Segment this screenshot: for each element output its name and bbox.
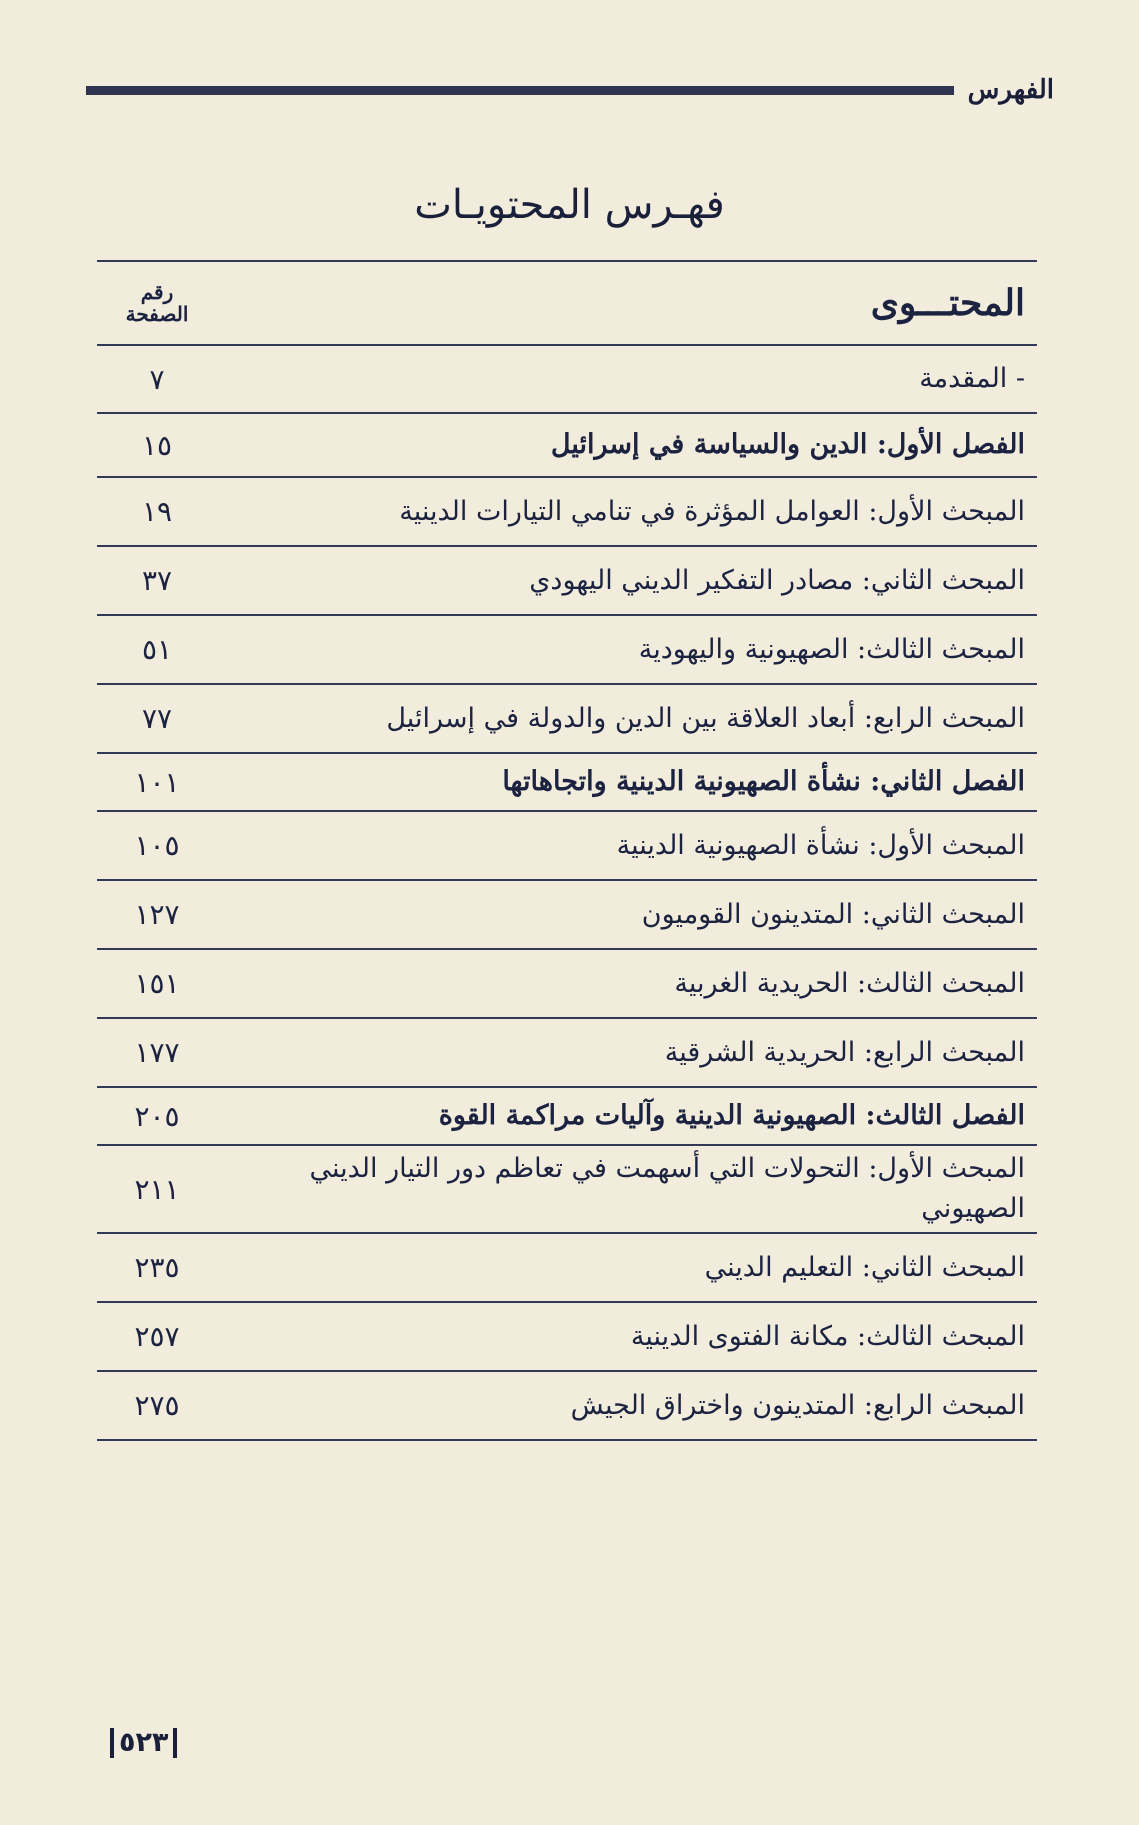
toc-entry-title: - المقدمة: [919, 363, 1025, 394]
toc-entry-title: المبحث الثاني: التعليم الديني: [704, 1251, 1025, 1283]
toc-entry-page: ٢١١: [134, 1172, 180, 1206]
toc-entry-page: ٢٥٧: [134, 1320, 180, 1353]
toc-entry-row: [97, 1303, 1037, 1372]
page-number: ٥٢٣: [110, 1728, 177, 1758]
toc-entry-title: المبحث الثالث: مكانة الفتوى الدينية: [630, 1320, 1025, 1352]
toc-entry-row: [97, 346, 1037, 414]
toc-entry-title: المبحث الرابع: المتدينون واختراق الجيش: [570, 1389, 1025, 1421]
toc-entry-title: المبحث الأول: نشأة الصهيونية الدينية: [616, 829, 1025, 861]
toc-entry-page: ١٠١: [134, 765, 180, 799]
toc-entry-title: الفصل الثاني: نشأة الصهيونية الدينية واتجاهاتها: [502, 766, 1025, 797]
toc-entry-page: ٥١: [141, 633, 173, 666]
toc-entry-page: ١٢٧: [134, 898, 180, 931]
toc-entry-title: المبحث الرابع: أبعاد العلاقة بين الدين والدولة في إسرائيل: [386, 702, 1025, 734]
toc-entry-title: الفصل الأول: الدين والسياسة في إسرائيل: [550, 429, 1025, 460]
toc-entry-title: المبحث الأول: التحولات التي أسهمت في تعاظم دور التيار الديني الصهيوني: [309, 1153, 1025, 1224]
page-title: فهـرس المحتويـات: [414, 182, 725, 228]
toc-entry-page: ١٧٧: [134, 1036, 180, 1069]
toc-header-page: رقم الصفحة: [125, 280, 189, 326]
toc-entry-page: ١٥١: [134, 967, 180, 1000]
toc-chapter-row: [97, 754, 1037, 812]
toc-header-content: المحتـــوى: [870, 282, 1025, 324]
toc-entry-row: [97, 1234, 1037, 1303]
toc-entry-title: الفصل الثالث: الصهيونية الدينية وآليات مراكمة القوة: [438, 1100, 1025, 1131]
toc-header-row: [97, 262, 1037, 346]
toc-rows: [97, 346, 1037, 1441]
toc-entry-title: المبحث الأول: العوامل المؤثرة في تنامي التيارات الدينية: [399, 495, 1025, 527]
toc-entry-row: [97, 547, 1037, 616]
running-header-title: الفهرس: [967, 75, 1054, 105]
toc-entry-page: ١٥: [141, 428, 173, 462]
toc-chapter-row: [97, 1088, 1037, 1146]
toc-entry-title: المبحث الرابع: الحريدية الشرقية: [664, 1036, 1025, 1068]
toc-entry-page: ٣٧: [141, 564, 173, 597]
toc-entry-row: [97, 616, 1037, 685]
toc-entry-page: ٢٧٥: [134, 1389, 180, 1422]
toc-entry-title: المبحث الثالث: الصهيونية واليهودية: [638, 633, 1025, 665]
toc-entry-page: ١٠٥: [134, 829, 180, 862]
toc-entry-page: ١٩: [141, 495, 173, 528]
toc-entry-row: [97, 1372, 1037, 1441]
toc-entry-title: المبحث الثاني: مصادر التفكير الديني اليهودي: [529, 564, 1025, 596]
toc-entry-page: ٧٧: [141, 702, 173, 735]
toc-entry-title: المبحث الثاني: المتدينون القوميون: [641, 898, 1025, 930]
toc-entry-row: [97, 812, 1037, 881]
toc-entry-row: [97, 478, 1037, 547]
toc-entry-page: ٧: [149, 362, 165, 396]
toc-table: [97, 260, 1037, 1441]
toc-entry-row: [97, 1146, 1037, 1234]
running-header: [86, 72, 1054, 108]
toc-chapter-row: [97, 414, 1037, 478]
toc-entry-row: [97, 685, 1037, 754]
header-rule: [86, 86, 954, 95]
toc-entry-row: [97, 950, 1037, 1019]
toc-entry-row: [97, 881, 1037, 950]
toc-entry-title: المبحث الثالث: الحريدية الغربية: [674, 967, 1025, 999]
toc-entry-row: [97, 1019, 1037, 1088]
toc-entry-page: ٢٠٥: [134, 1099, 180, 1133]
toc-entry-page: ٢٣٥: [134, 1251, 180, 1284]
